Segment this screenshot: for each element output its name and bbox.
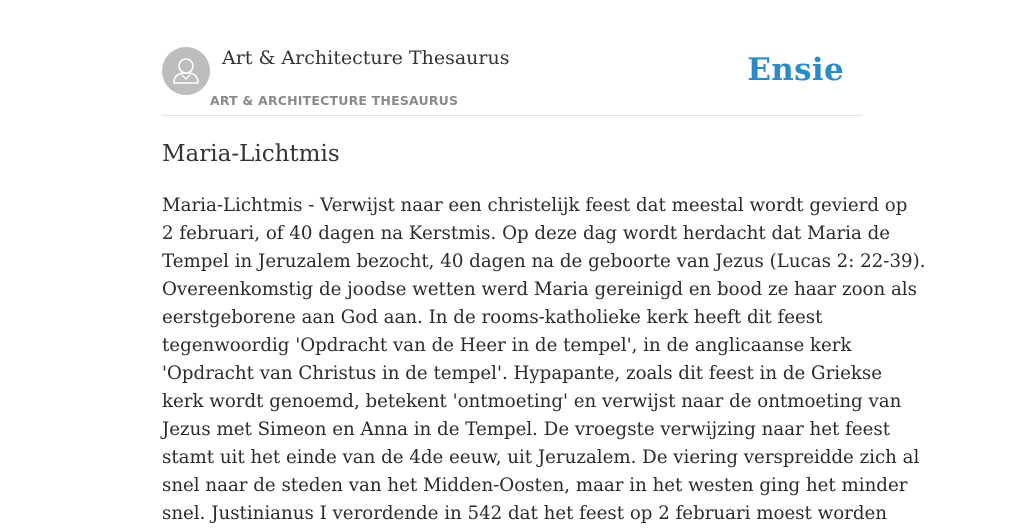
article-line: 2 februari, of 40 dagen na Kerstmis. Op deze dag wordt herdacht dat Maria de [162,223,891,244]
page-title: Maria-Lichtmis [162,141,340,167]
source-name[interactable]: Art & Architecture Thesaurus [222,47,510,69]
article-line: tegenwoordig 'Opdracht van de Heer in de tempel', in de anglicaanse kerk [162,335,852,356]
article-line: snel naar de steden van het Midden-Oosten, maar in het westen ging het minder [162,475,908,496]
header-divider [162,115,862,116]
article-line: kerk wordt genoemd, betekent 'ontmoeting' en verwijst naar de ontmoeting van [162,391,902,412]
article-line: eerstgeborene aan God aan. In de rooms-katholieke kerk heeft dit feest [162,307,823,328]
article-line: stamt uit het einde van de 4de eeuw, uit Jeruzalem. De viering verspreidde zich al [162,447,920,468]
article-line: Jezus met Simeon en Anna in de Tempel. De vroegste verwijzing naar het feest [162,419,891,440]
ensie-logo[interactable]: Ensie [747,52,844,88]
source-subtitle[interactable]: ART & ARCHITECTURE THESAURUS [210,93,459,108]
article-body [162,192,926,528]
article-line: Overeenkomstig de joodse wetten werd Maria gereinigd en bood ze haar zoon als [162,279,917,300]
user-placeholder-icon [162,47,210,95]
article-line: Tempel in Jeruzalem bezocht, 40 dagen na de geboorte van Jezus (Lucas 2: 22-39). [162,251,926,272]
avatar [162,47,210,95]
article-line: 'Opdracht van Christus in de tempel'. Hypapante, zoals dit feest in de Griekse [162,363,882,384]
article-line: snel. Justinianus I verordende in 542 dat het feest op 2 februari moest worden [162,503,887,524]
article-line: Maria-Lichtmis - Verwijst naar een christelijk feest dat meestal wordt gevierd op [162,195,908,216]
